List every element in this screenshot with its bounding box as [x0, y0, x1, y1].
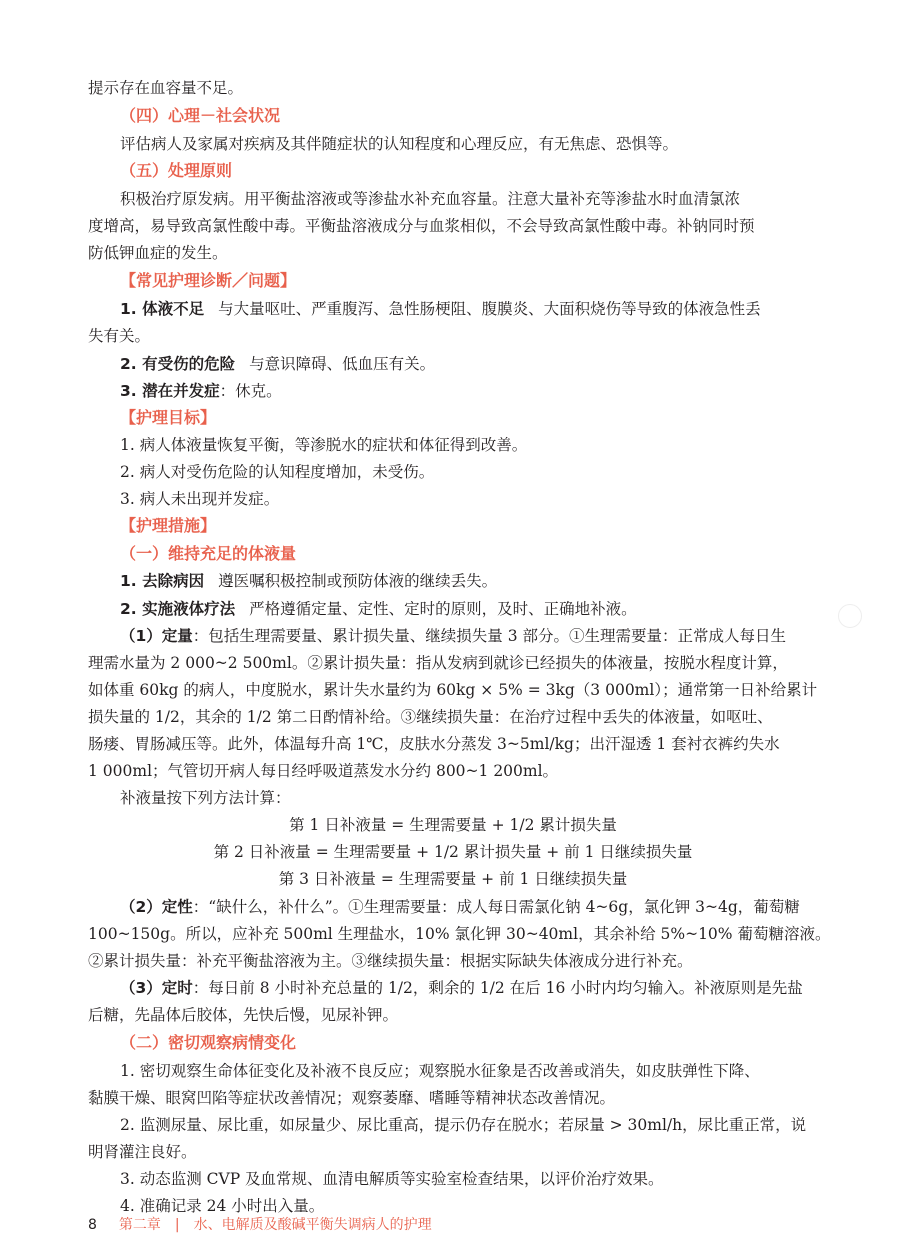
text-line: 100~150g。所以，应补充 500ml 生理盐水，10% 氯化钾 30~40ml，其余补给 5%~10% 葡萄糖溶液。	[88, 925, 831, 943]
formula-line: 第 1 日补液量 = 生理需要量 + 1/2 累计损失量	[289, 816, 617, 834]
item-label: （3）定时	[120, 979, 193, 997]
text-line: 3. 动态监测 CVP 及血常规、血清电解质等实验室检查结果，以评价治疗效果。	[120, 1170, 664, 1188]
bracket-heading: 【护理目标】	[120, 408, 217, 427]
footer-chapter: 第二章	[118, 1217, 161, 1233]
footer-chapter-title: 水、电解质及酸碱平衡失调病人的护理	[193, 1217, 432, 1233]
text-line	[120, 975, 818, 1001]
text-line: 2. 监测尿量、尿比重，如尿量少、尿比重高，提示仍存在脱水；若尿量 > 30ml/h，尿比重正常，说	[120, 1116, 807, 1134]
item-text: ：包括生理需要量、累计损失量、继续损失量 3 部分。①生理需要量：正常成人每日生	[192, 627, 787, 645]
text-line	[120, 568, 818, 594]
text-line: 损失量的 1/2，其余的 1/2 第二日酌情补给。③继续损失量：在治疗过程中丢失的体液量，如呕吐、	[88, 708, 773, 726]
text-line: ②累计损失量：补充平衡盐溶液为主。③继续损失量：根据实际缺失体液成分进行补充。	[88, 952, 693, 970]
bracket-heading: 【护理措施】	[120, 516, 217, 535]
text-line: 评估病人及家属对疾病及其伴随症状的认知程度和心理反应，有无焦虑、恐惧等。	[120, 135, 679, 153]
text-line: 2. 病人对受伤危险的认知程度增加，未受伤。	[120, 463, 435, 481]
text-line	[120, 894, 818, 920]
item-label: 2. 实施液体疗法	[120, 600, 236, 618]
text-line: 1 000ml；气管切开病人每日经呼吸道蒸发水分约 800~1 200ml。	[88, 762, 559, 780]
text-line: 明肾灌注良好。	[88, 1143, 197, 1161]
text-line: 积极治疗原发病。用平衡盐溶液或等渗盐水补充血容量。注意大量补充等渗盐水时血清氯浓	[120, 190, 741, 208]
item-label: （1）定量	[120, 627, 193, 645]
text-line	[120, 623, 818, 649]
text-line: 后糖，先晶体后胶体，先快后慢，见尿补钾。	[88, 1006, 399, 1024]
text-line: 肠瘘、胃肠减压等。此外，体温每升高 1℃，皮肤水分蒸发 3~5ml/kg；出汗湿透 1 套衬衣裤约失水	[88, 735, 780, 753]
item-text: 严格遵循定量、定性、定时的原则，及时、正确地补液。	[249, 600, 637, 618]
text-line	[120, 351, 818, 377]
text-line: 防低钾血症的发生。	[88, 244, 228, 262]
text-line	[120, 296, 818, 322]
item-text: 与大量呕吐、严重腹泻、急性肠梗阻、腹膜炎、大面积烧伤等导致的体液急性丢	[218, 300, 761, 318]
text-line: 度增高，易导致高氯性酸中毒。平衡盐溶液成分与血浆相似，不会导致高氯性酸中毒。补钠同时预	[88, 217, 755, 235]
section-heading: （五）处理原则	[120, 161, 233, 180]
text-line: 1. 病人体液量恢复平衡，等渗脱水的症状和体征得到改善。	[120, 436, 528, 454]
text-line	[120, 596, 818, 622]
bracket-heading: 【常见护理诊断／问题】	[120, 271, 297, 290]
item-label: 2. 有受伤的危险	[120, 355, 236, 373]
section-heading: （二）密切观察病情变化	[120, 1033, 297, 1052]
formula-line: 第 2 日补液量 = 生理需要量 + 1/2 累计损失量 + 前 1 日继续损失量	[213, 843, 693, 861]
item-text: 遵医嘱积极控制或预防体液的继续丢失。	[218, 572, 498, 590]
item-text: ：每日前 8 小时补充总量的 1/2，剩余的 1/2 在后 16 小时内均匀输入。补液原则是先盐	[192, 979, 803, 997]
item-label: 3. 潜在并发症	[120, 382, 220, 400]
text-line: 失有关。	[88, 327, 151, 345]
text-line: 3. 病人未出现并发症。	[120, 490, 280, 508]
text-line: 4. 准确记录 24 小时出入量。	[120, 1197, 325, 1215]
text-line	[120, 378, 818, 404]
page-number: 8	[88, 1217, 97, 1233]
item-label: 1. 去除病因	[120, 572, 205, 590]
text-line: 补液量按下列方法计算：	[120, 789, 291, 807]
text-line: 黏膜干燥、眼窝凹陷等症状改善情况；观察萎靡、嗜睡等精神状态改善情况。	[88, 1089, 616, 1107]
item-text: 与意识障碍、低血压有关。	[249, 355, 436, 373]
text-line: 提示存在血容量不足。	[88, 79, 244, 97]
item-label: 1. 体液不足	[120, 300, 205, 318]
item-text: ：“缺什么，补什么”。①生理需要量：成人每日需氯化钠 4~6g，氯化钾 3~4g，葡萄糖	[192, 898, 800, 916]
formula-line: 第 3 日补液量 = 生理需要量 + 前 1 日继续损失量	[278, 870, 628, 888]
page-footer	[88, 1214, 432, 1236]
watermark-seal-icon	[838, 604, 862, 628]
item-text: ：休克。	[219, 382, 282, 400]
footer-separator: |	[174, 1217, 180, 1233]
section-heading: （四）心理－社会状况	[120, 106, 281, 125]
section-heading: （一）维持充足的体液量	[120, 544, 297, 563]
text-line: 如体重 60kg 的病人，中度脱水，累计失水量约为 60kg × 5% = 3kg（3 000ml）；通常第一日补给累计	[88, 681, 818, 699]
text-line: 1. 密切观察生命体征变化及补液不良反应；观察脱水征象是否改善或消失，如皮肤弹性下降、	[120, 1062, 760, 1080]
item-label: （2）定性	[120, 898, 193, 916]
text-line: 理需水量为 2 000~2 500ml。②累计损失量：指从发病到就诊已经损失的体液量，按脱水程度计算，	[88, 654, 788, 672]
